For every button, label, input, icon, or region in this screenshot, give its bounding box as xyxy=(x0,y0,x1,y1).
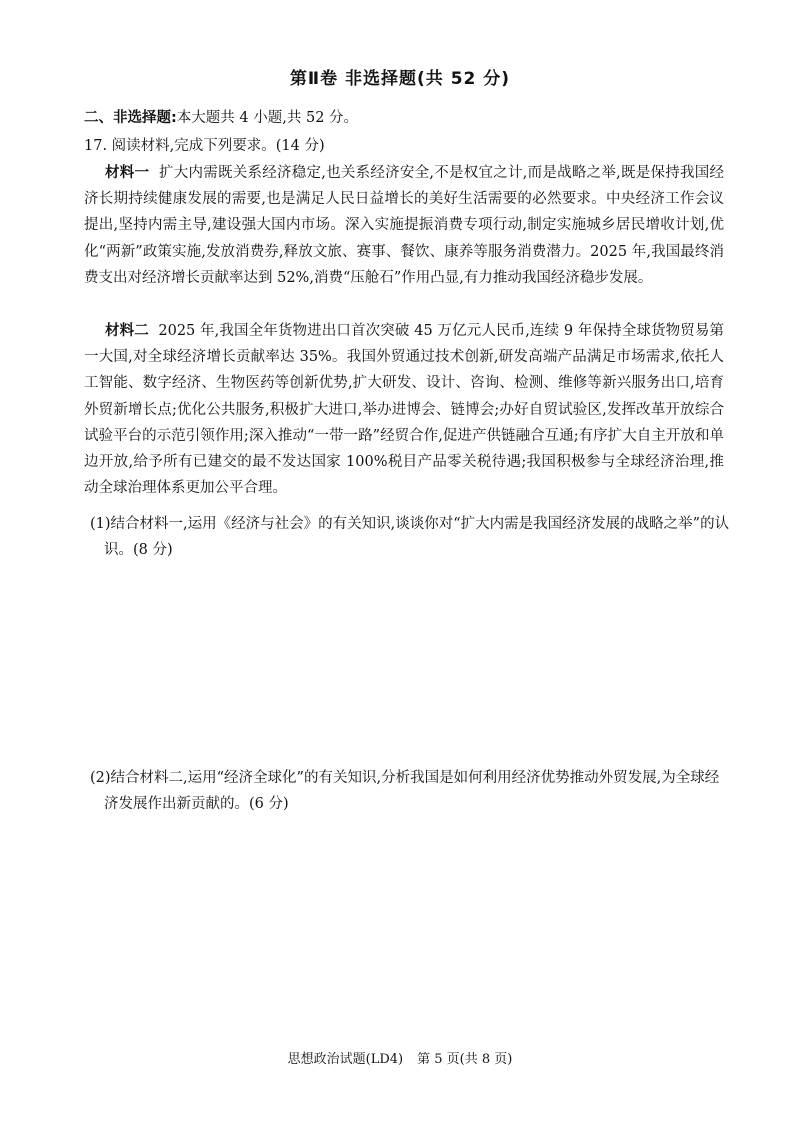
page-footer xyxy=(0,1048,800,1067)
material-1-text: 扩大内需既关系经济稳定,也关系经济安全,不是权宜之计,而是战略之举,既是保持我国经济长期持续健康发展的需要,也是满足人民日益增长的美好生活需要的必然要求。中央经济工作会议提出,坚持内需主导,建设强大国内市场。深入实施提振消费专项行动,制定实施城乡居民增收计划,优化“两新”政策实施,发放消费券,释放文旅、赛事、餐饮、康养等服务消费潜力。2025 年,我国最终消费支出对经济增长贡献率达到 52%,消费“压舱石”作用凸显,有力推动我国经济稳步发展。 xyxy=(84,165,725,286)
material-2-text: 2025 年,我国全年货物进出口首次突破 45 万亿元人民币,连续 9 年保持全球货物贸易第一大国,对全球经济增长贡献率达 35%。我国外贸通过技术创新,研发高端产品满足市场需求,依托人工智能、数字经济、生物医药等创新优势,扩大研发、设计、咨询、检测、维修等新兴服务出口,培育外贸新增长点;优化公共服务,积极扩大进口,举办进博会、链博会;办好自贸试验区,发挥改革开放综合试验平台的示范引领作用;深入推动“一带一路”经贸合作,促进产供链融合互通;有序扩大自主开放和单边开放,给予所有已建交的最不发达国家 100%税目产品零关税待遇;我国积极参与全球经济治理,推动全球治理体系更加公平合理。 xyxy=(84,323,725,497)
sub-question-2: (2)结合材料二,运用“经济全球化”的有关知识,分析我国是如何利用经济优势推动外贸发展,为全球经济发展作出新贡献的。(6 分) xyxy=(90,770,720,813)
footer-exam-name: 思想政治试题(LD4) xyxy=(287,1052,404,1067)
material-2-label: 材料二 xyxy=(105,323,149,339)
question-17-header: 17. 阅读材料,完成下列要求。(14 分) xyxy=(84,138,325,154)
sub-question-1: (1)结合材料一,运用《经济与社会》的有关知识,谈谈你对“扩大内需是我国经济发展的战略之举”的认识。(8 分) xyxy=(90,516,730,559)
material-1-label: 材料一 xyxy=(105,165,150,181)
footer-page-number: 第 5 页(共 8 页) xyxy=(417,1052,513,1067)
section-label: 二、非选择题: xyxy=(84,110,177,126)
page-title: 第Ⅱ卷 非选择题(共 52 分) xyxy=(289,69,511,89)
section-text: 本大题共 4 小题,共 52 分。 xyxy=(176,110,359,126)
material-2 xyxy=(84,318,724,501)
section-heading xyxy=(84,106,358,127)
material-1 xyxy=(84,160,724,291)
